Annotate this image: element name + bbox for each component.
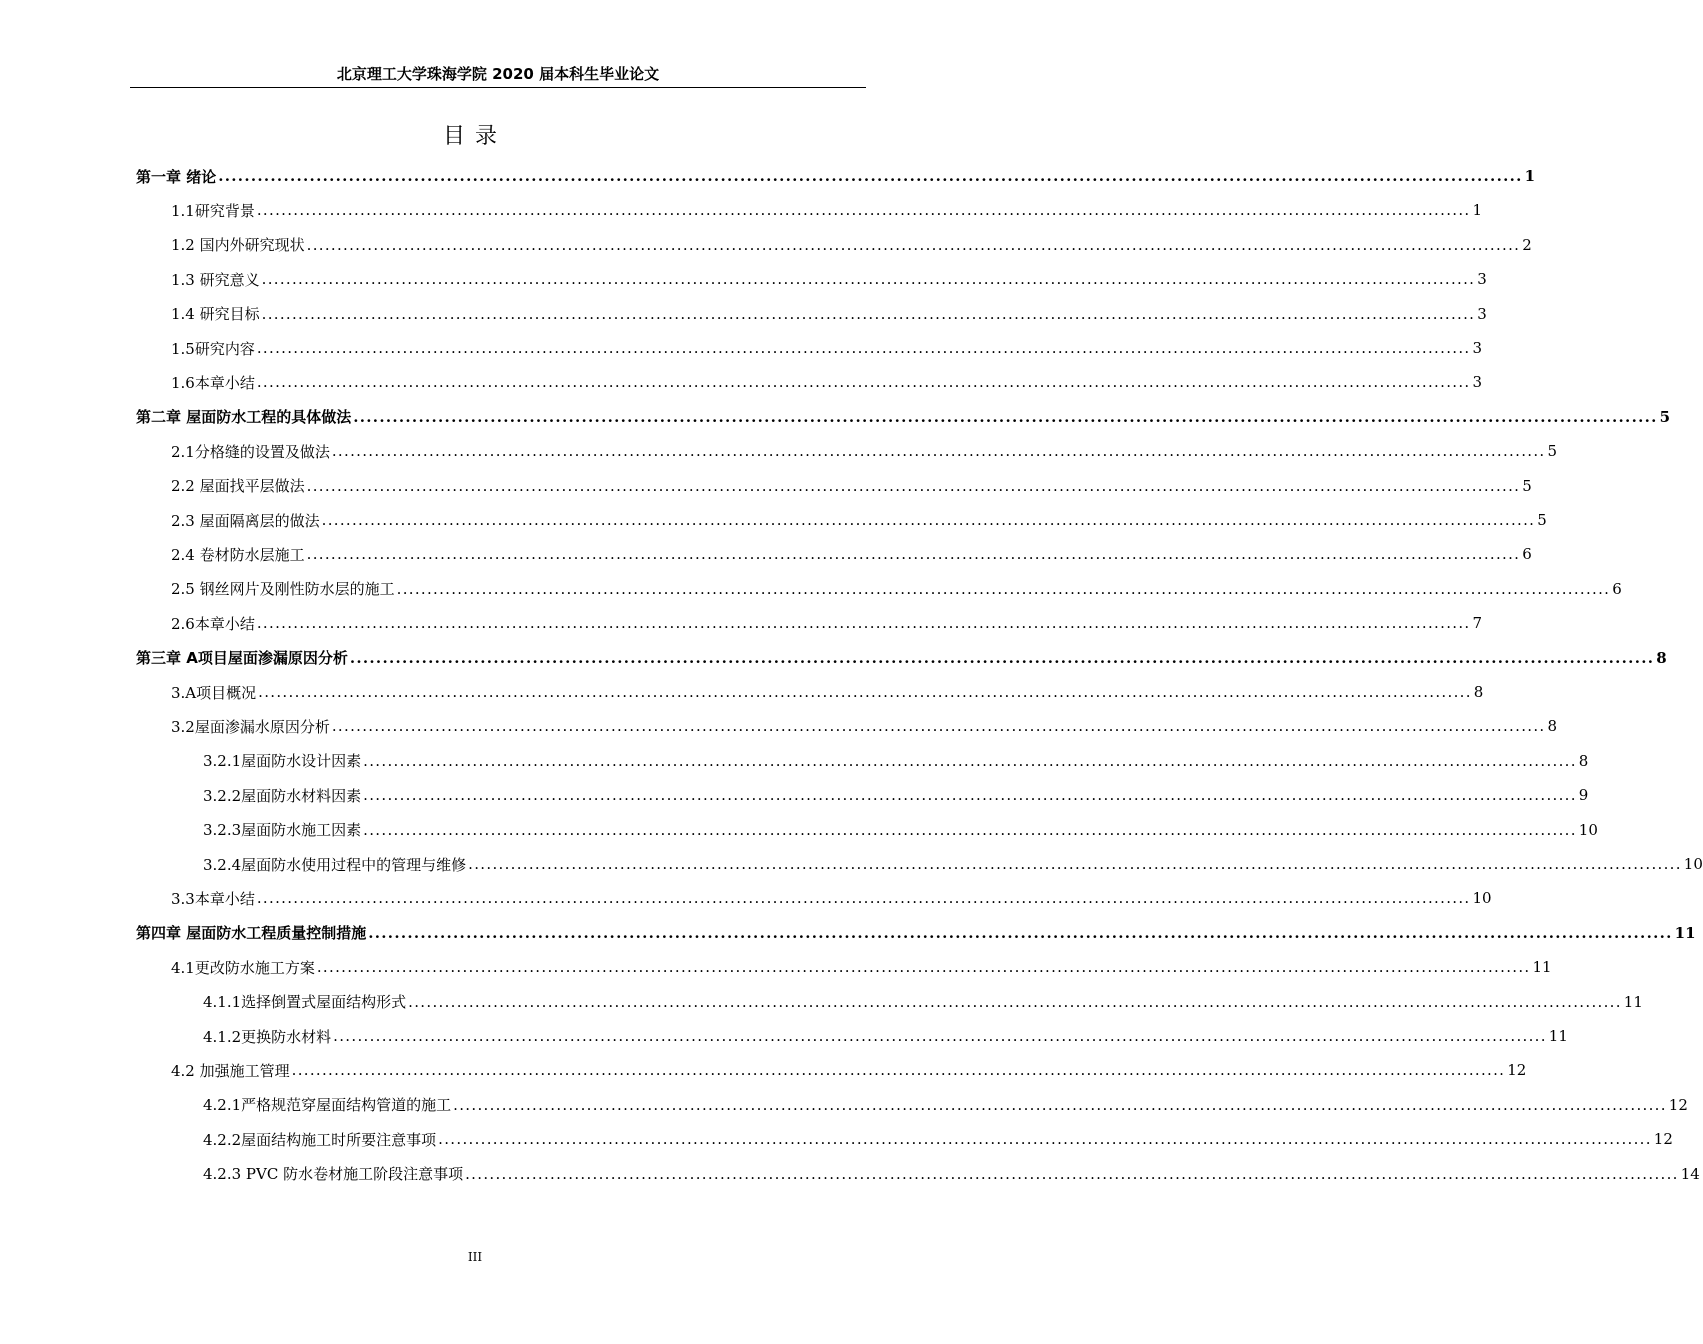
toc-entry-page: 5 [1522,476,1532,495]
toc-leader-dots: ........................................................................................................................................................................................................ [331,442,1546,461]
toc-entry[interactable] [171,1053,1527,1087]
toc-entry-label: 4.2.2屋面结构施工时所要注意事项 [203,1130,437,1149]
toc-entry-label: 1.3 研究意义 [171,270,260,289]
toc-leader-dots: ........................................................................................................................................................................................................ [256,201,1471,220]
toc-entry[interactable] [203,1122,1673,1156]
toc-entry[interactable] [171,606,1483,640]
toc-entry[interactable] [171,881,1492,915]
toc-entry[interactable] [136,400,1671,434]
toc-entry[interactable] [171,469,1532,503]
toc-entry-page: 11 [1532,958,1552,977]
toc-leader-dots: ........................................................................................................................................................................................................ [306,476,1521,495]
toc-entry[interactable] [171,434,1558,468]
toc-entry[interactable] [203,1157,1700,1191]
toc-leader-dots: ........................................................................................................................................................................................................ [333,1027,1547,1045]
toc-entry-page: 2 [1522,235,1532,254]
toc-leader-dots: ........................................................................................................................................................................................................ [363,786,1577,805]
toc-entry[interactable] [171,709,1558,743]
toc-entry-page: 3 [1477,270,1487,289]
toc-entry-label: 3.A项目概况 [171,683,257,702]
toc-entry-page: 8 [1656,648,1667,667]
toc-entry-page: 8 [1473,683,1484,701]
toc-leader-dots: ........................................................................................................................................................................................................ [363,751,1577,770]
toc-entry-page: 3 [1477,304,1487,323]
toc-entry[interactable] [171,675,1484,709]
toc-leader-dots: ........................................................................................................................................................................................................ [349,648,1655,667]
toc-leader-dots: ........................................................................................................................................................................................................ [331,717,1546,736]
toc-leader-dots: ........................................................................................................................................................................................................ [256,889,1471,908]
toc-leader-dots: ........................................................................................................................................................................................................ [291,1061,1506,1080]
toc-entry-label: 1.6本章小结 [171,373,255,392]
toc-entry[interactable] [171,572,1622,606]
toc-entry[interactable] [203,744,1589,778]
toc-entry-page: 5 [1659,407,1671,426]
toc-entry-label: 2.3 屋面隔离层的做法 [171,511,320,530]
toc-entry-label: 2.2 屋面找平层做法 [171,477,305,496]
toc-entry[interactable] [171,262,1487,296]
toc-leader-dots: ........................................................................................................................................................................................................ [256,373,1471,392]
toc-entry[interactable] [203,847,1703,881]
toc-entry[interactable] [171,950,1552,984]
toc-entry-label: 1.1研究背景 [171,201,255,220]
toc-entry[interactable] [203,985,1643,1019]
toc-leader-dots: ........................................................................................................................................................................................................ [368,923,1673,942]
toc-entry-page: 12 [1507,1061,1527,1080]
toc-entry-label: 2.5 钢丝网片及刚性防水层的施工 [171,580,395,599]
toc-entry-label: 4.2.1严格规范穿屋面结构管道的施工 [203,1096,452,1115]
toc-leader-dots: ........................................................................................................................................................................................................ [256,339,1471,357]
toc-leader-dots: ........................................................................................................................................................................................................ [396,579,1611,598]
running-header: 北京理工大学珠海学院 2020 届本科生毕业论文 [336,65,660,83]
toc-entry[interactable] [136,916,1696,950]
toc-entry-page: 12 [1668,1095,1688,1114]
toc-entry-label: 2.1分格缝的设置及做法 [171,442,330,461]
toc-entry-page: 11 [1623,992,1643,1011]
toc-leader-dots: ........................................................................................................................................................................................................ [363,820,1577,839]
toc-leader-dots: ........................................................................................................................................................................................................ [453,1095,1667,1114]
toc-leader-dots: ........................................................................................................................................................................................................ [438,1130,1652,1149]
toc-entry-page: 11 [1548,1027,1568,1045]
toc-entry-page: 5 [1537,511,1547,529]
toc-entry-page: 6 [1522,545,1532,564]
toc-leader-dots: ........................................................................................................................................................................................................ [465,1164,1679,1183]
toc-entry-label: 4.2.3 PVC 防水卷材施工阶段注意事项 [203,1165,464,1184]
header-rule [130,87,866,88]
toc-entry-label: 3.2.4屋面防水使用过程中的管理与维修 [203,855,467,874]
toc-entry-page: 12 [1653,1130,1673,1149]
toc-leader-dots: ........................................................................................................................................................................................................ [468,855,1682,873]
toc-leader-dots: ........................................................................................................................................................................................................ [316,958,1531,977]
toc-entry-label: 4.1.1选择倒置式屋面结构形式 [203,993,407,1012]
toc-entry[interactable] [136,159,1536,193]
toc-entry[interactable] [171,537,1532,571]
toc-entry[interactable] [171,297,1487,331]
toc-entry-label: 1.4 研究目标 [171,305,260,324]
toc-leader-dots: ........................................................................................................................................................................................................ [258,683,1472,701]
toc-entry-page: 3 [1472,339,1483,357]
toc-entry-page: 7 [1472,614,1483,633]
toc-entry-page: 1 [1524,167,1536,185]
toc-entry-label: 4.1更改防水施工方案 [171,958,315,977]
toc-entry-label: 第一章 绪论 [136,167,217,186]
toc-entry-label: 第四章 屋面防水工程质量控制措施 [136,924,367,943]
toc-entry[interactable] [203,813,1598,847]
toc-entry-page: 10 [1578,820,1598,839]
toc-entry[interactable] [171,331,1483,365]
page-title: 目录 [442,124,507,149]
page-number: III [467,1250,483,1264]
toc-entry[interactable] [203,1019,1568,1053]
toc-entry[interactable] [171,193,1483,227]
toc-entry-label: 4.1.2更换防水材料 [203,1027,332,1046]
toc-entry-page: 5 [1547,442,1558,461]
toc-leader-dots: ........................................................................................................................................................................................................ [306,545,1521,564]
toc-entry-label: 1.2 国内外研究现状 [171,236,305,255]
toc-entry-page: 1 [1472,201,1483,220]
toc-entry-label: 4.2 加强施工管理 [171,1061,290,1080]
toc-entry-label: 3.3本章小结 [171,889,255,908]
toc-leader-dots: ........................................................................................................................................................................................................ [218,167,1523,185]
toc-entry-page: 9 [1578,786,1589,805]
toc-leader-dots: ........................................................................................................................................................................................................ [353,407,1658,426]
toc-entry-label: 3.2.3屋面防水施工因素 [203,821,362,840]
toc-leader-dots: ........................................................................................................................................................................................................ [261,304,1476,323]
toc-entry[interactable] [203,1088,1688,1122]
toc-entry-page: 8 [1578,751,1589,770]
toc-entry-label: 3.2.1屋面防水设计因素 [203,752,362,771]
toc-entry-label: 2.4 卷材防水层施工 [171,545,305,564]
toc-entry[interactable] [171,503,1547,537]
toc-entry[interactable] [171,228,1532,262]
toc-entry-page: 14 [1680,1164,1700,1183]
toc-leader-dots: ........................................................................................................................................................................................................ [408,992,1622,1011]
toc-entry-label: 第三章 A项目屋面渗漏原因分析 [136,649,348,668]
toc-entry-page: 3 [1472,373,1483,392]
toc-entry-label: 2.6本章小结 [171,614,255,633]
toc-entry-label: 1.5研究内容 [171,339,255,358]
toc-leader-dots: ........................................................................................................................................................................................................ [321,511,1536,529]
toc-entry[interactable] [171,365,1483,399]
toc-entry-page: 10 [1472,889,1492,908]
toc-leader-dots: ........................................................................................................................................................................................................ [256,614,1471,633]
toc-entry[interactable] [136,641,1667,675]
toc-leader-dots: ........................................................................................................................................................................................................ [261,270,1476,289]
toc-entry[interactable] [203,778,1589,812]
toc-entry-label: 第二章 屋面防水工程的具体做法 [136,408,352,427]
toc-entry-label: 3.2屋面渗漏水原因分析 [171,717,330,736]
toc-entry-page: 10 [1683,855,1703,873]
toc-leader-dots: ........................................................................................................................................................................................................ [306,235,1521,254]
toc-entry-page: 6 [1612,579,1622,598]
toc-entry-page: 11 [1674,923,1696,942]
toc-entry-page: 8 [1547,717,1558,736]
toc-entry-label: 3.2.2屋面防水材料因素 [203,786,362,805]
